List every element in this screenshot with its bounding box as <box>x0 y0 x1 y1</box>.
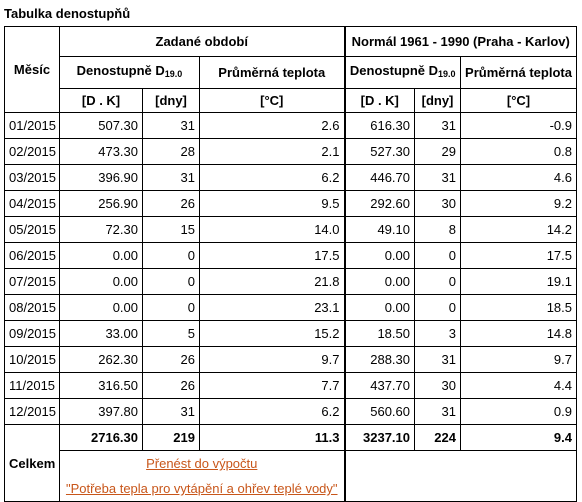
days-cell: 31 <box>143 399 200 425</box>
transfer-to-calculation-link[interactable]: Přenést do výpočtu <box>146 456 258 471</box>
normal-degree-days-cell: 49.10 <box>345 217 415 243</box>
normal-days-cell: 31 <box>415 347 461 373</box>
degree-day-table <box>4 26 577 502</box>
table-row <box>5 347 577 373</box>
header-normal-unit-dk: [D . K] <box>345 89 415 113</box>
days-cell: 31 <box>143 165 200 191</box>
normal-days-cell: 3 <box>415 321 461 347</box>
normal-avg-temp-cell: 17.5 <box>461 243 577 269</box>
total-days: 219 <box>143 425 200 451</box>
header-avg-temp: Průměrná teplota <box>200 57 345 89</box>
normal-degree-days-cell: 18.50 <box>345 321 415 347</box>
normal-avg-temp-cell: 0.8 <box>461 139 577 165</box>
degree-days-cell: 0.00 <box>60 269 143 295</box>
normal-days-cell: 0 <box>415 243 461 269</box>
table-row <box>5 295 577 321</box>
normal-days-cell: 31 <box>415 165 461 191</box>
heat-demand-link[interactable]: "Potřeba tepla pro vytápění a ohřev teplé vody" <box>65 481 338 496</box>
header-unit-days: [dny] <box>143 89 200 113</box>
degree-days-cell: 316.50 <box>60 373 143 399</box>
normal-avg-temp-cell: -0.9 <box>461 113 577 139</box>
avg-temp-cell: 6.2 <box>200 399 345 425</box>
header-month: Měsíc <box>5 27 60 113</box>
table-row <box>5 139 577 165</box>
normal-degree-days-cell: 527.30 <box>345 139 415 165</box>
degree-days-cell: 0.00 <box>60 295 143 321</box>
avg-temp-cell: 21.8 <box>200 269 345 295</box>
header-normal: Normál 1961 - 1990 (Praha - Karlov) <box>345 27 577 57</box>
days-cell: 0 <box>143 243 200 269</box>
normal-days-cell: 0 <box>415 295 461 321</box>
total-dk: 2716.30 <box>60 425 143 451</box>
normal-degree-days-cell: 292.60 <box>345 191 415 217</box>
table-row <box>5 243 577 269</box>
month-cell: 10/2015 <box>5 347 60 373</box>
avg-temp-cell: 6.2 <box>200 165 345 191</box>
month-cell: 08/2015 <box>5 295 60 321</box>
days-cell: 0 <box>143 269 200 295</box>
degree-days-cell: 256.90 <box>60 191 143 217</box>
degree-days-cell: 473.30 <box>60 139 143 165</box>
days-cell: 26 <box>143 347 200 373</box>
header-normal-degree-days-label: Denostupně D <box>349 63 439 78</box>
normal-days-cell: 8 <box>415 217 461 243</box>
month-cell: 01/2015 <box>5 113 60 139</box>
avg-temp-cell: 2.1 <box>200 139 345 165</box>
avg-temp-cell: 2.6 <box>200 113 345 139</box>
links-empty-cell <box>345 451 577 502</box>
days-cell: 26 <box>143 373 200 399</box>
month-cell: 09/2015 <box>5 321 60 347</box>
degree-days-cell: 262.30 <box>60 347 143 373</box>
degree-days-cell: 33.00 <box>60 321 143 347</box>
month-cell: 05/2015 <box>5 217 60 243</box>
normal-days-cell: 30 <box>415 191 461 217</box>
table-row <box>5 113 577 139</box>
normal-avg-temp-cell: 14.8 <box>461 321 577 347</box>
table-row <box>5 191 577 217</box>
month-cell: 04/2015 <box>5 191 60 217</box>
total-label: Celkem <box>5 425 60 502</box>
total-normal-dk: 3237.10 <box>345 425 415 451</box>
normal-avg-temp-cell: 0.9 <box>461 399 577 425</box>
avg-temp-cell: 17.5 <box>200 243 345 269</box>
normal-degree-days-cell: 0.00 <box>345 295 415 321</box>
normal-degree-days-cell: 616.30 <box>345 113 415 139</box>
total-normal-days: 224 <box>415 425 461 451</box>
header-unit-dk: [D . K] <box>60 89 143 113</box>
days-cell: 0 <box>143 295 200 321</box>
days-cell: 15 <box>143 217 200 243</box>
links-row <box>5 451 577 502</box>
avg-temp-cell: 15.2 <box>200 321 345 347</box>
normal-avg-temp-cell: 4.6 <box>461 165 577 191</box>
avg-temp-cell: 14.0 <box>200 217 345 243</box>
header-degree-days <box>60 57 200 89</box>
header-unit-c: [°C] <box>200 89 345 113</box>
month-cell: 12/2015 <box>5 399 60 425</box>
header-normal-degree-days <box>345 57 461 89</box>
table-row <box>5 373 577 399</box>
days-cell: 26 <box>143 191 200 217</box>
normal-days-cell: 31 <box>415 399 461 425</box>
month-cell: 07/2015 <box>5 269 60 295</box>
degree-days-cell: 0.00 <box>60 243 143 269</box>
normal-degree-days-cell: 288.30 <box>345 347 415 373</box>
normal-avg-temp-cell: 9.7 <box>461 347 577 373</box>
table-row <box>5 165 577 191</box>
table-row <box>5 269 577 295</box>
month-cell: 06/2015 <box>5 243 60 269</box>
avg-temp-cell: 7.7 <box>200 373 345 399</box>
degree-days-cell: 72.30 <box>60 217 143 243</box>
header-normal-degree-days-sub: 19.0 <box>438 69 456 79</box>
degree-days-cell: 397.80 <box>60 399 143 425</box>
normal-degree-days-cell: 0.00 <box>345 243 415 269</box>
avg-temp-cell: 9.7 <box>200 347 345 373</box>
month-cell: 11/2015 <box>5 373 60 399</box>
days-cell: 31 <box>143 113 200 139</box>
normal-avg-temp-cell: 18.5 <box>461 295 577 321</box>
normal-degree-days-cell: 560.60 <box>345 399 415 425</box>
header-period: Zadané období <box>60 27 345 57</box>
page-title: Tabulka denostupňů <box>4 6 131 21</box>
normal-avg-temp-cell: 9.2 <box>461 191 577 217</box>
normal-days-cell: 0 <box>415 269 461 295</box>
days-cell: 5 <box>143 321 200 347</box>
total-normal-temp: 9.4 <box>461 425 577 451</box>
avg-temp-cell: 23.1 <box>200 295 345 321</box>
table-row <box>5 321 577 347</box>
avg-temp-cell: 9.5 <box>200 191 345 217</box>
header-normal-avg-temp: Průměrná teplota <box>461 57 577 89</box>
normal-avg-temp-cell: 4.4 <box>461 373 577 399</box>
header-degree-days-label: Denostupně D <box>76 63 165 78</box>
normal-avg-temp-cell: 14.2 <box>461 217 577 243</box>
table-row <box>5 399 577 425</box>
normal-days-cell: 30 <box>415 373 461 399</box>
header-normal-unit-days: [dny] <box>415 89 461 113</box>
month-cell: 02/2015 <box>5 139 60 165</box>
total-row <box>5 425 577 451</box>
total-temp: 11.3 <box>200 425 345 451</box>
normal-avg-temp-cell: 19.1 <box>461 269 577 295</box>
table-footer <box>5 425 577 502</box>
degree-days-cell: 396.90 <box>60 165 143 191</box>
links-cell <box>60 451 345 502</box>
normal-degree-days-cell: 437.70 <box>345 373 415 399</box>
normal-days-cell: 31 <box>415 113 461 139</box>
degree-days-cell: 507.30 <box>60 113 143 139</box>
table-body <box>5 113 577 425</box>
table-row <box>5 217 577 243</box>
header-degree-days-sub: 19.0 <box>164 69 183 79</box>
days-cell: 28 <box>143 139 200 165</box>
month-cell: 03/2015 <box>5 165 60 191</box>
normal-days-cell: 29 <box>415 139 461 165</box>
normal-degree-days-cell: 0.00 <box>345 269 415 295</box>
header-normal-unit-c: [°C] <box>461 89 577 113</box>
normal-degree-days-cell: 446.70 <box>345 165 415 191</box>
